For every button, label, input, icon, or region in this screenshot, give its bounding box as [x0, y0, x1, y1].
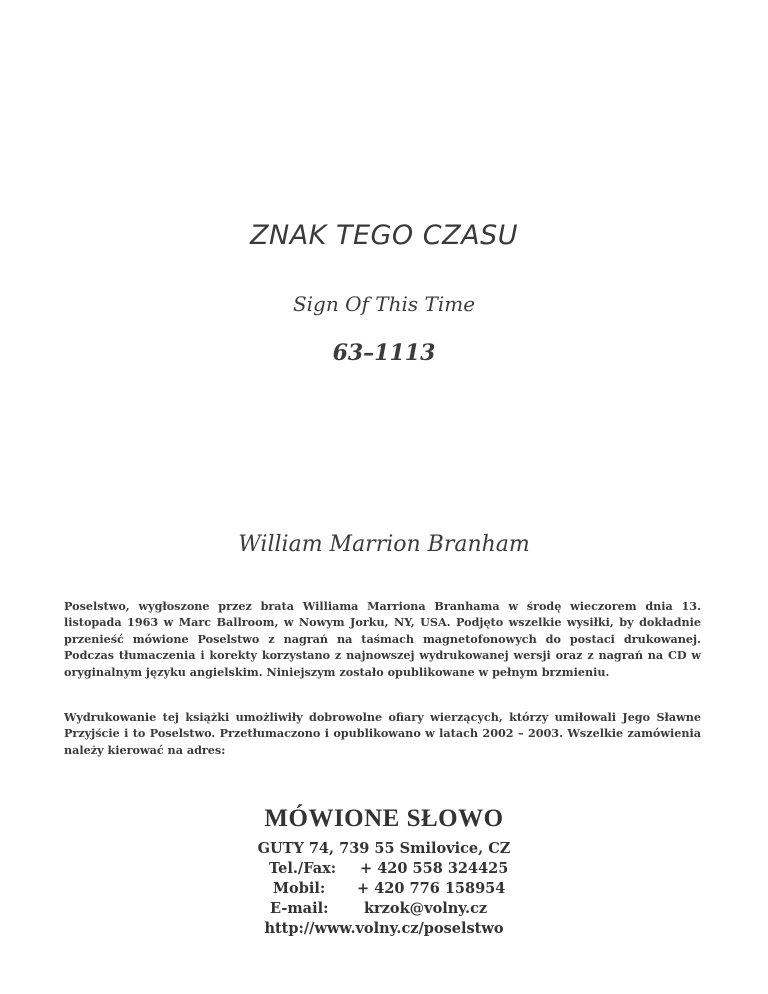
publisher-address: GUTY 74, 739 55 Smilovice, CZ	[257, 840, 511, 857]
document-subtitle: Sign Of This Time	[292, 292, 476, 316]
document-title: ZNAK TEGO CZASU	[250, 220, 518, 251]
intro-paragraph: Poselstwo, wygłoszone przez brata Williama Marriona Branhama w środę wieczorem dnia 13. listopada 1963 w Marc Ballroom, w Nowym Jorku, NY, USA. Podjęto wszelkie wysiłki, by dokładnie przenieść mówione Poselstwo z nagrań na taśmach magnetofonowych do postaci drukowanej. Podczas tłumaczenia i korekty korzystano z najnowszej wydrukowanej wersji oraz z nagrań na CD w oryginalnym języku angielskim. Niniejszym zostało opublikowane w pełnym brzmieniu.	[64, 599, 701, 679]
email-label: E-mail:	[270, 900, 329, 917]
publication-paragraph: Wydrukowanie tej książki umożliwiły dobrowolne ofiary wierzących, którzy umiłowali Jego Sławne Przyjście i to Poselstwo. Przetłumaczono i opublikowano w latach 2002 – 2003. Wszelkie zamówienia należy kierować na adres:	[64, 710, 701, 757]
website-link: http://www.volny.cz/poselstwo	[264, 920, 504, 937]
author-name: William Marrion Branham	[238, 532, 530, 557]
sermon-code: 63–1113	[332, 340, 436, 366]
tel-label: Tel./Fax:	[269, 860, 337, 877]
mobile-label: Mobil:	[273, 880, 326, 897]
tel-value: + 420 558 324425	[360, 860, 509, 877]
email-value: krzok@volny.cz	[364, 900, 488, 917]
mobile-value: + 420 776 158954	[357, 880, 506, 897]
publisher-name: MÓWIONE SŁOWO	[264, 805, 504, 832]
